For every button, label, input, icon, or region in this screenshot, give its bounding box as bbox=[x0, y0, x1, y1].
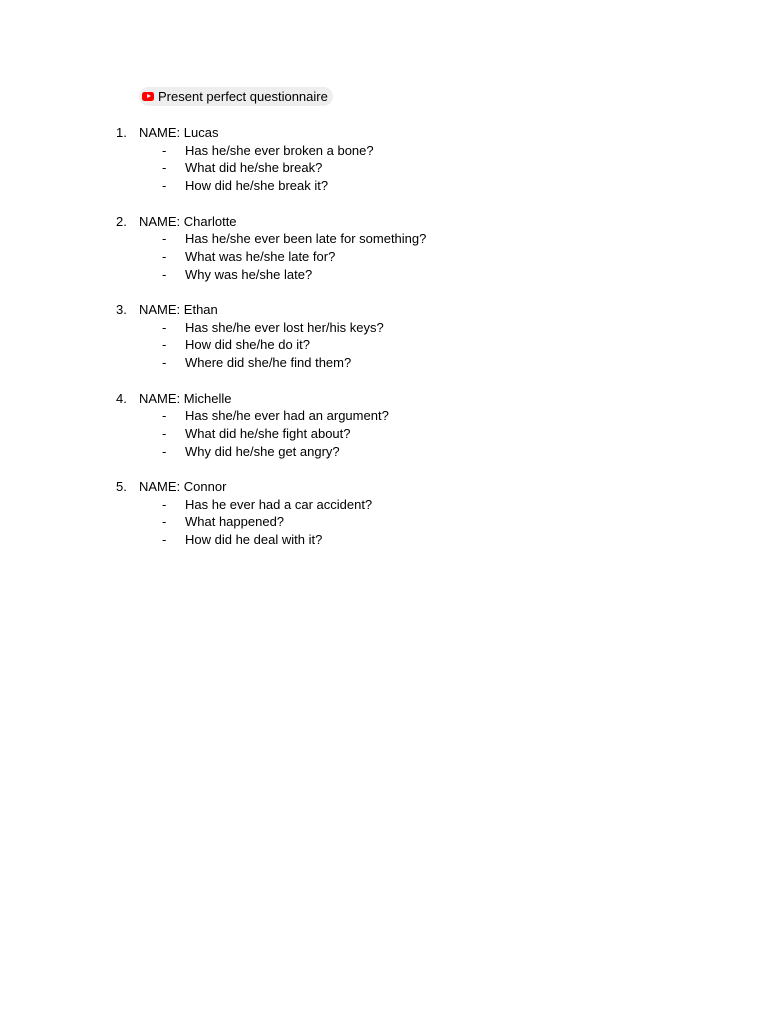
dash-bullet: - bbox=[162, 231, 167, 247]
list-number: 5. bbox=[116, 479, 127, 494]
list-number: 3. bbox=[116, 302, 127, 317]
question-line bbox=[0, 230, 768, 248]
question-text: Has he/she ever broken a bone? bbox=[185, 142, 374, 158]
link-chip-label: Present perfect questionnaire bbox=[158, 89, 328, 104]
question-line bbox=[0, 513, 768, 531]
dash-bullet: - bbox=[162, 408, 167, 424]
question-line bbox=[0, 354, 768, 372]
question-line bbox=[0, 407, 768, 425]
dash-bullet: - bbox=[162, 337, 167, 353]
question-line bbox=[0, 496, 768, 514]
person-name: NAME: Lucas bbox=[139, 125, 219, 140]
dash-bullet: - bbox=[162, 496, 167, 512]
list-number: 4. bbox=[116, 390, 127, 406]
question-line bbox=[0, 177, 768, 195]
question-text: Why did he/she get angry? bbox=[185, 443, 340, 459]
name-line bbox=[0, 478, 768, 496]
person-name: NAME: Ethan bbox=[139, 302, 218, 317]
name-line bbox=[0, 390, 768, 408]
youtube-icon bbox=[142, 92, 154, 101]
list-item bbox=[0, 478, 768, 567]
question-text: What happened? bbox=[185, 514, 285, 530]
question-line bbox=[0, 266, 768, 284]
question-line bbox=[0, 336, 768, 354]
dash-bullet: - bbox=[162, 160, 167, 176]
list-number: 1. bbox=[116, 125, 127, 140]
question-text: How did he/she break it? bbox=[185, 178, 329, 194]
list-item bbox=[0, 213, 768, 302]
question-text: What was he/she late for? bbox=[185, 248, 336, 264]
question-text: What did he/she fight about? bbox=[185, 425, 351, 441]
question-line bbox=[0, 248, 768, 266]
dash-bullet: - bbox=[162, 248, 167, 264]
questionnaire-list bbox=[0, 124, 768, 567]
question-text: Where did she/he find them? bbox=[185, 355, 352, 371]
list-number: 2. bbox=[116, 213, 127, 229]
question-line bbox=[0, 425, 768, 443]
question-text: Has he ever had a car accident? bbox=[185, 496, 373, 512]
person-name: NAME: Connor bbox=[139, 479, 227, 494]
question-text: What did he/she break? bbox=[185, 160, 323, 176]
list-item bbox=[0, 124, 768, 213]
dash-bullet: - bbox=[162, 443, 167, 459]
dash-bullet: - bbox=[162, 514, 167, 530]
person-name: NAME: Michelle bbox=[139, 390, 232, 406]
name-line bbox=[0, 124, 768, 142]
question-line bbox=[0, 159, 768, 177]
question-line bbox=[0, 531, 768, 549]
name-line bbox=[0, 301, 768, 319]
list-item bbox=[0, 390, 768, 479]
question-text: How did she/he do it? bbox=[185, 337, 311, 353]
question-text: Has she/he ever lost her/his keys? bbox=[185, 319, 384, 335]
dash-bullet: - bbox=[162, 142, 167, 158]
dash-bullet: - bbox=[162, 532, 167, 548]
question-line bbox=[0, 142, 768, 160]
dash-bullet: - bbox=[162, 319, 167, 335]
question-text: Has she/he ever had an argument? bbox=[185, 408, 389, 424]
question-text: Has he/she ever been late for something? bbox=[185, 231, 427, 247]
person-name: NAME: Charlotte bbox=[139, 213, 237, 229]
question-text: How did he deal with it? bbox=[185, 532, 323, 548]
dash-bullet: - bbox=[162, 425, 167, 441]
question-line bbox=[0, 443, 768, 461]
question-line bbox=[0, 319, 768, 337]
question-text: Why was he/she late? bbox=[185, 266, 313, 282]
dash-bullet: - bbox=[162, 266, 167, 282]
youtube-link-chip[interactable] bbox=[139, 87, 333, 106]
name-line bbox=[0, 213, 768, 231]
list-item bbox=[0, 301, 768, 390]
dash-bullet: - bbox=[162, 178, 167, 194]
dash-bullet: - bbox=[162, 355, 167, 371]
